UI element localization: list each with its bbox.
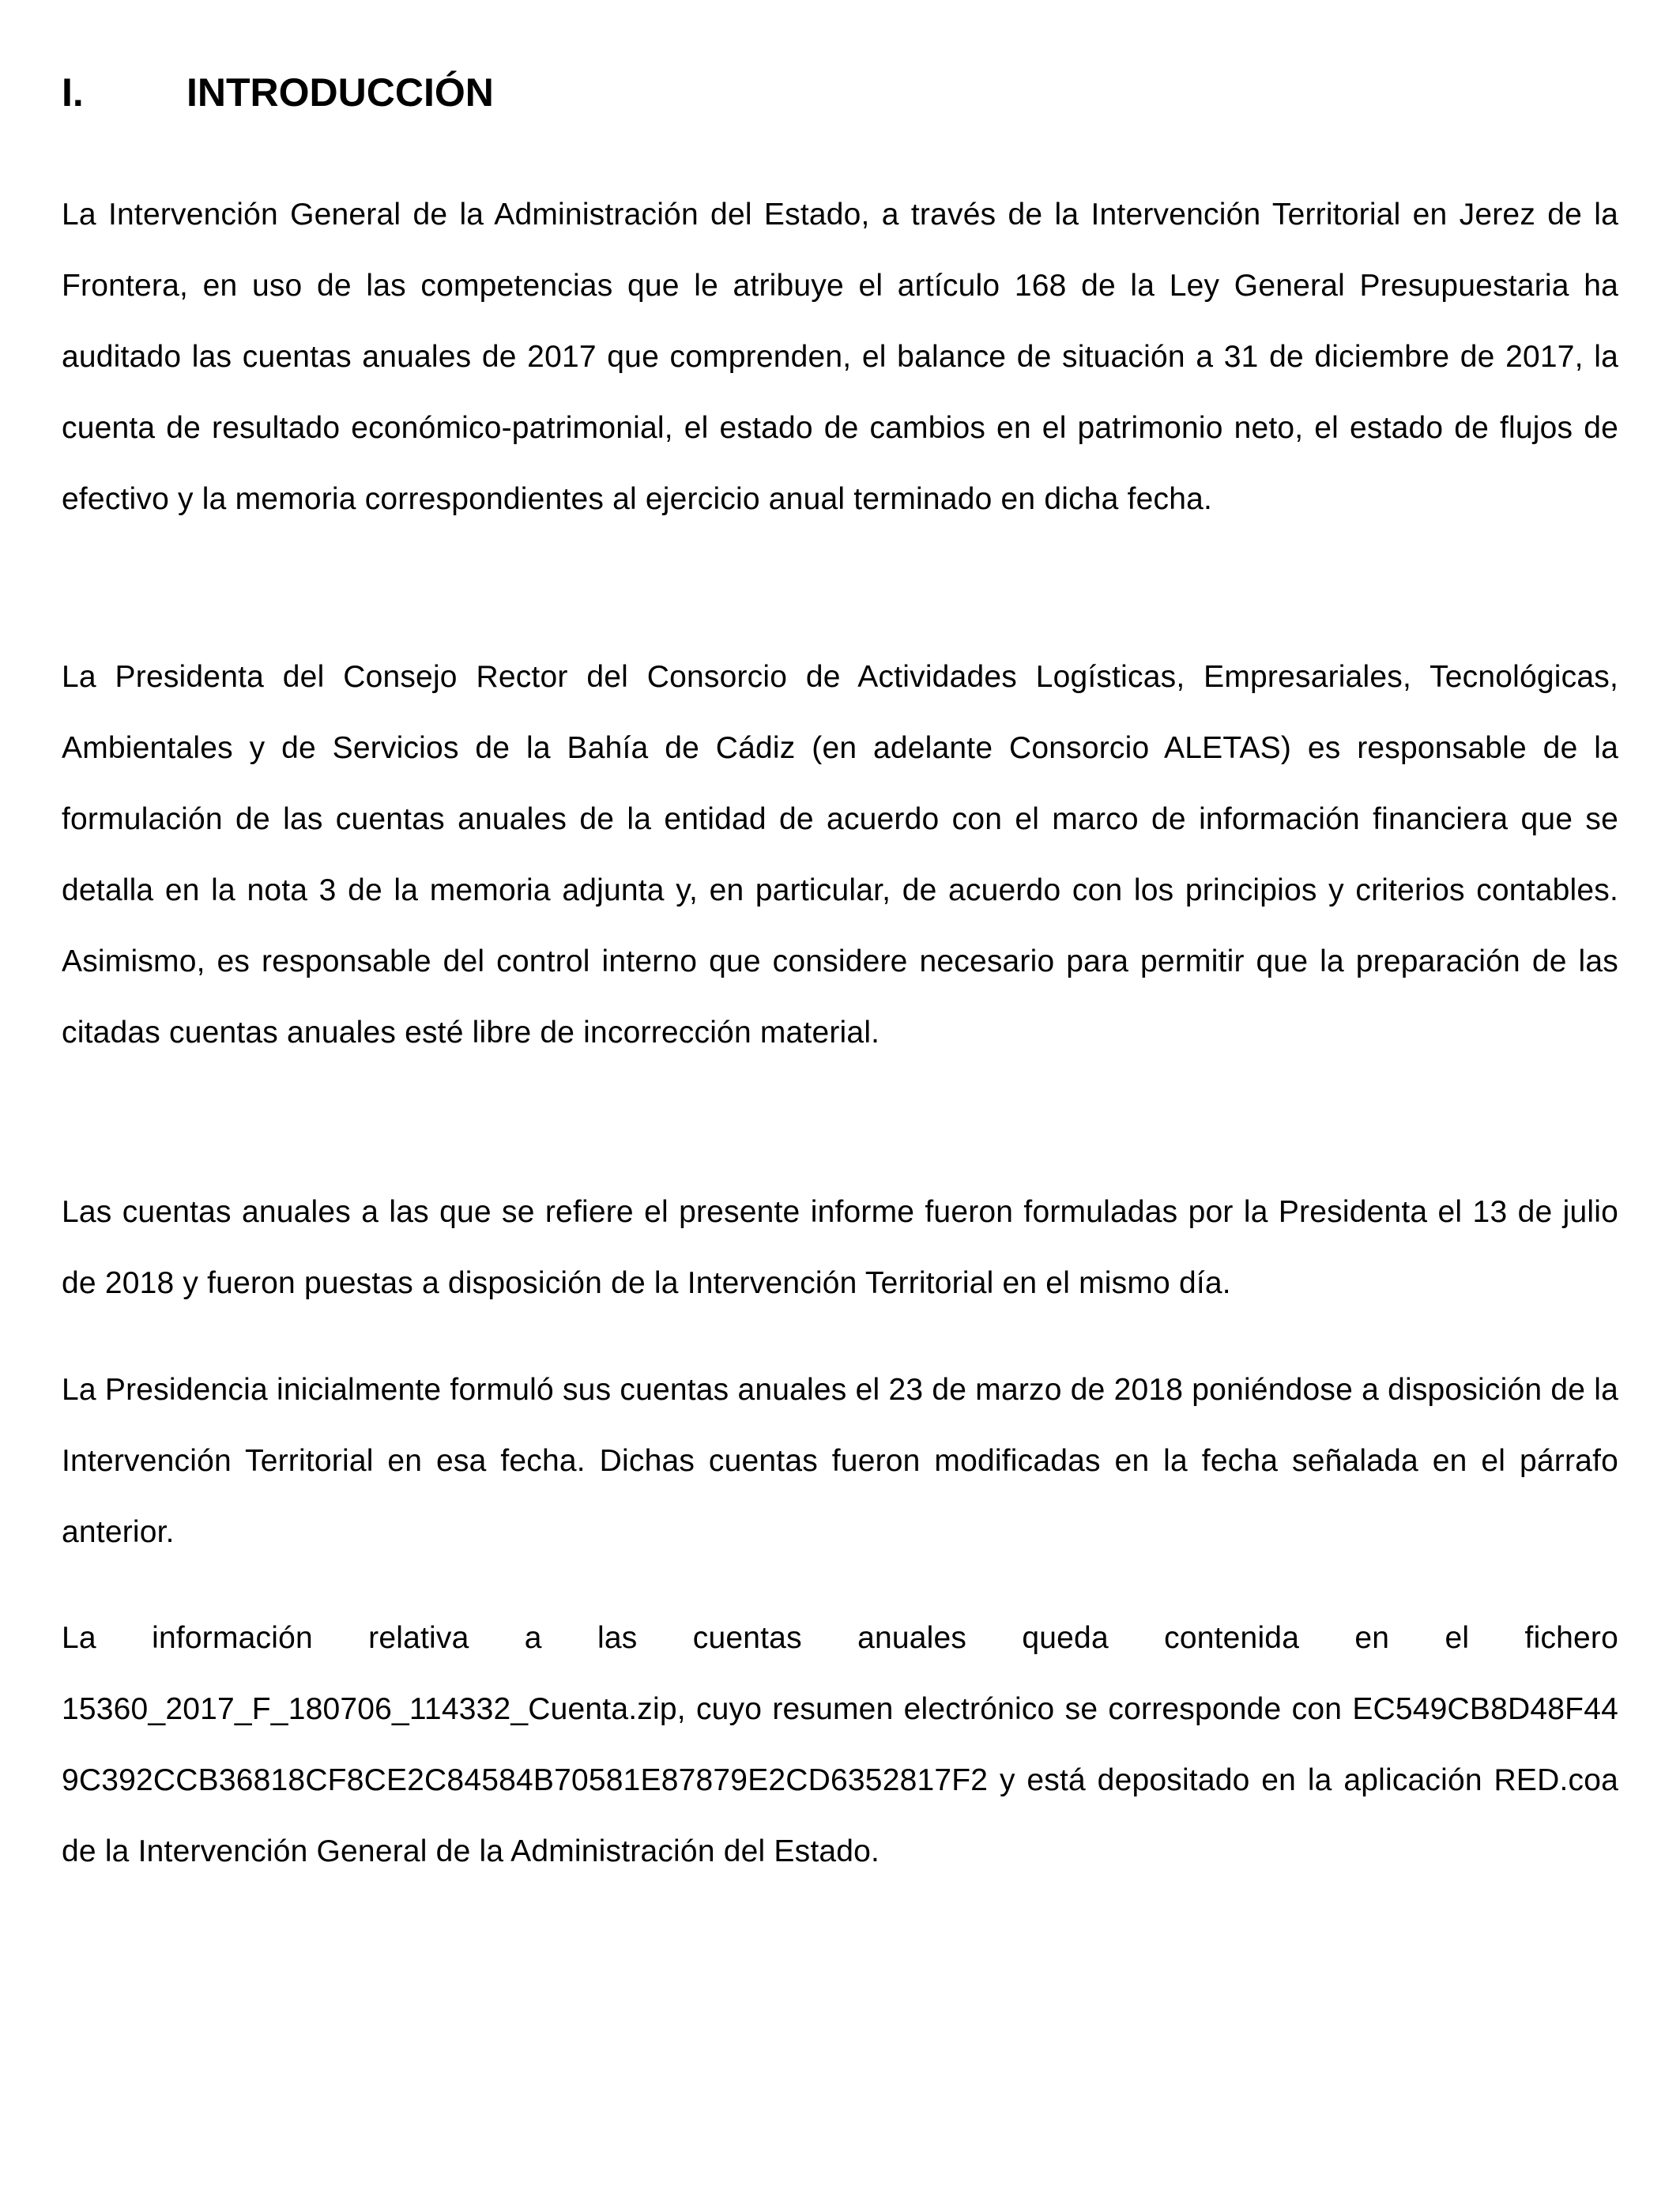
file-info-intro: La información relativa a las cuentas anuales queda contenida en el fichero <box>62 1621 1618 1655</box>
document-page <box>62 0 1618 2194</box>
file-hash: EC549CB8D48F449C392CCB36818CF8CE2C84584B70581E87879E2CD6352817F2 <box>62 1692 1618 1797</box>
paragraph-initial-formulation: La Presidencia inicialmente formuló sus cuentas anuales el 23 de marzo de 2018 poniéndose a disposición de la Intervención Territorial en esa fecha. Dichas cuentas fueron modificadas en la fecha señalada en el párrafo anterior. <box>62 1373 1618 1549</box>
paragraph-audit-scope: La Intervención General de la Administración del Estado, a través de la Intervención Territorial en Jerez de la Frontera, en uso de las competencias que le atribuye el artículo 168 de la Ley General Presupuestaria ha auditado las cuentas anuales de 2017 que comprenden, el balance de situación a 31 de diciembre de 2017, la cuenta de resultado económico-patrimonial, el estado de cambios en el patrimonio neto, el estado de flujos de efectivo y la memoria correspondientes al ejercicio anual terminado en dicha fecha. <box>62 198 1618 516</box>
paragraph-formulation-date: Las cuentas anuales a las que se refiere el presente informe fueron formuladas por la Presidenta el 13 de julio de 2018 y fueron puestas a disposición de la Intervención Territorial en el mismo día. <box>62 1195 1618 1300</box>
section-title: INTRODUCCIÓN <box>186 70 494 115</box>
paragraph-responsibility: La Presidenta del Consejo Rector del Consorcio de Actividades Logísticas, Empresariales, Tecnológicas, Ambientales y de Servicios de la Bahía de Cádiz (en adelante Consorcio ALETAS) es responsable de la formulación de las cuentas anuales de la entidad de acuerdo con el marco de información financiera que se detalla en la nota 3 de la memoria adjunta y, en particular, de acuerdo con los principios y criterios contables. Asimismo, es responsable del control interno que considere necesario para permitir que la preparación de las citadas cuentas anuales esté libre de incorrección material. <box>62 660 1618 1050</box>
file-name: 15360_2017_F_180706_114332_Cuenta.zip <box>62 1692 677 1726</box>
section-heading <box>62 65 494 120</box>
file-info-end: y está depositado en la aplicación RED.coa de la Intervención General de la Administración del Estado. <box>62 1763 1618 1868</box>
section-number: I. <box>62 70 84 115</box>
paragraph-file-info <box>62 1603 1618 1887</box>
file-info-mid: , cuyo resumen electrónico se corresponde con <box>676 1692 1343 1726</box>
